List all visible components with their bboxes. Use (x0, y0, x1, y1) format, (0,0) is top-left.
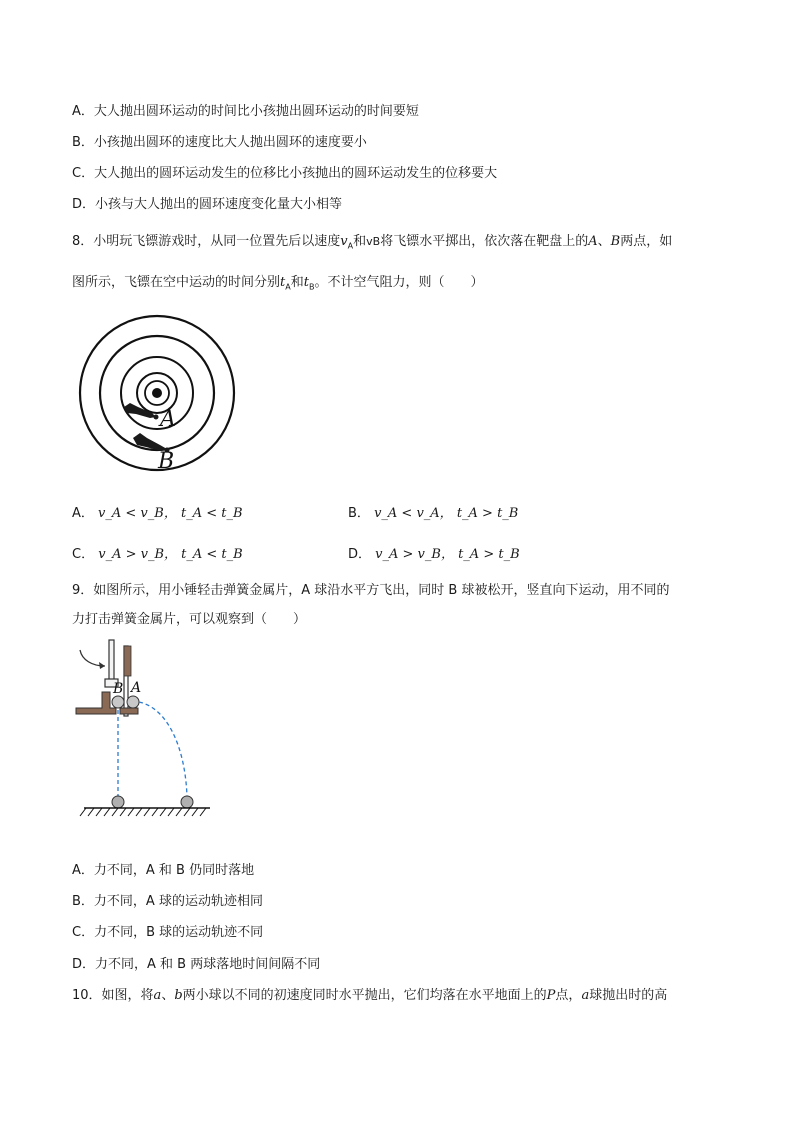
q8-stem-line1: 8．小明玩飞镖游戏时，从同一位置先后以速度$v_A$和vB将飞镖水平掷出，依次落在靶盘上的A、B两点，如 (72, 234, 673, 251)
q9-stem-line2: 力打击弹簧金属片，可以观察到（ ） (72, 612, 307, 627)
ball-a-label: A (131, 680, 142, 696)
q8-option-c: C． v_A > v_B， t_A < t_B (72, 547, 243, 562)
q7-option-a: A．大人抛出圆环运动的时间比小孩抛出圆环运动的时间要短 (72, 104, 419, 119)
point-a-label: A (160, 407, 176, 432)
q7-option-b: B．小孩抛出圆环的速度比大人抛出圆环的速度要小 (72, 135, 367, 150)
projectile-apparatus-figure (72, 636, 222, 821)
q8-option-b: B． v_A < v_A， t_A > t_B (348, 506, 519, 521)
q9-option-c: C．力不同，B 球的运动轨迹不同 (72, 925, 264, 940)
point-b-label: B (158, 449, 175, 474)
q9-option-b: B．力不同，A 球的运动轨迹相同 (72, 894, 263, 909)
q9-option-a: A．力不同，A 和 B 仍同时落地 (72, 863, 255, 878)
ball-b-label: B (113, 681, 124, 697)
q8-option-a: A． v_A < v_B， t_A < t_B (72, 506, 243, 521)
q8-stem-line2: 图所示，飞镖在空中运动的时间分别$t_A$和$t_B$。不计空气阻力，则（ ） (72, 275, 484, 292)
q9-stem-line1: 9．如图所示，用小锤轻击弹簧金属片，A 球沿水平方飞出，同时 B 球被松开，竖直向下运动，用不同的 (72, 583, 670, 598)
q8-option-d: D． v_A > v_B， t_A > t_B (348, 547, 520, 562)
hammer-icon (105, 640, 118, 687)
q7-option-c: C．大人抛出的圆环运动发生的位移比小孩抛出的圆环运动发生的位移要大 (72, 166, 498, 181)
q10-stem-line1: 10．如图，将a、b两小球以不同的初速度同时水平抛出，它们均落在水平地面上的P点，a球抛出时的高 (72, 988, 668, 1003)
q9-option-d: D．力不同，A 和 B 两球落地时间间隔不同 (72, 957, 321, 972)
dartboard-figure (72, 314, 242, 474)
q7-option-d: D．小孩与大人抛出的圆环速度变化量大小相等 (72, 197, 343, 212)
